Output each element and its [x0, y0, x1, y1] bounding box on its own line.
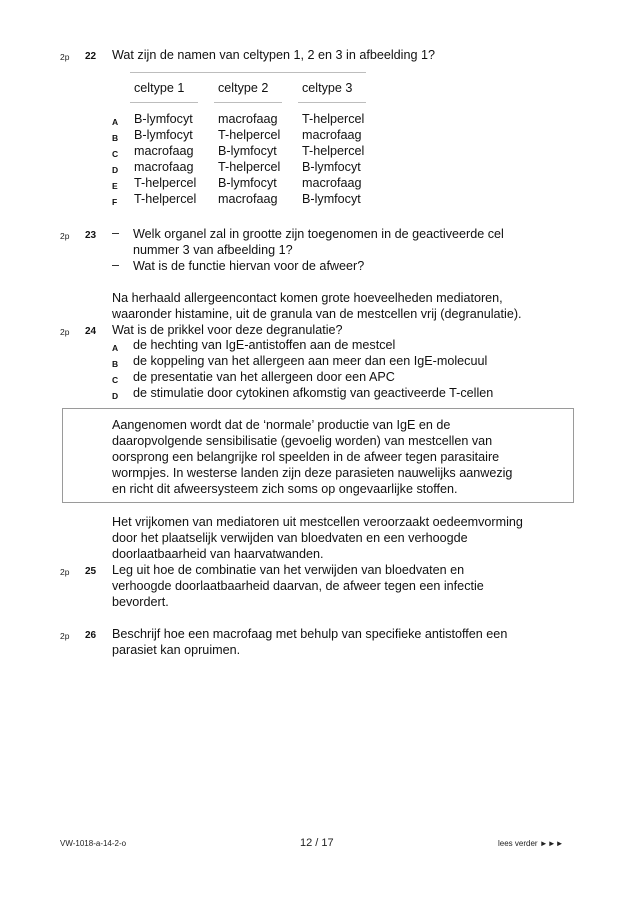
footer-exam-code: VW-1018-a-14-2-o: [60, 839, 127, 848]
intro-25-line-2: door het plaatselijk verwijden van bloedvaten en een verhoogde: [112, 531, 468, 545]
intro-25-line-3: doorlaatbaarheid van haarvatwanden.: [112, 547, 324, 561]
table-cell: B-lymfocyt: [302, 192, 361, 206]
question-number-22: 22: [85, 51, 97, 62]
question-number-23: 23: [85, 230, 97, 241]
intro-24-line-2: waaronder histamine, uit de granula van de mestcellen vrij (degranulatie).: [112, 307, 522, 321]
question-25-line-1: Leg uit hoe de combinatie van het verwijden van bloedvaten en: [112, 563, 465, 577]
option-letter-c: C: [112, 375, 119, 385]
bullet-dash: –: [112, 258, 120, 272]
table-cell: T-helpercel: [218, 128, 281, 142]
table-cell: T-helpercel: [302, 112, 365, 126]
intro-24-line-1: Na herhaald allergeencontact komen grote hoeveelheden mediatoren,: [112, 291, 503, 305]
table-header-celtype-3: celtype 3: [302, 81, 353, 95]
question-25-line-2: verhoogde doorlaatbaarheid daarvan, de afweer tegen een infectie: [112, 579, 484, 593]
table-header-celtype-2: celtype 2: [218, 81, 269, 95]
question-number-24: 24: [85, 326, 97, 337]
bullet-dash: –: [112, 226, 120, 240]
question-25-line-3: bevordert.: [112, 595, 169, 609]
option-letter-b: B: [112, 133, 119, 143]
table-cell: T-helpercel: [134, 192, 197, 206]
option-letter-a: A: [112, 117, 119, 127]
table-cell: macrofaag: [218, 192, 278, 206]
question-26-line-2: parasiet kan opruimen.: [112, 643, 241, 657]
option-letter-b: B: [112, 359, 119, 369]
question-22-text: Wat zijn de namen van celtypen 1, 2 en 3 in afbeelding 1?: [112, 48, 435, 62]
question-number-25: 25: [85, 566, 97, 577]
info-box-line-3: oorsprong een belangrijke rol speelden in de afweer tegen parasitaire: [112, 450, 500, 464]
option-letter-d: D: [112, 391, 119, 401]
points-26: 2p: [60, 631, 70, 641]
question-number-26: 26: [85, 630, 97, 641]
option-b-text: de koppeling van het allergeen aan meer dan een IgE-molecuul: [133, 354, 488, 368]
table-cell: macrofaag: [218, 112, 278, 126]
points-22: 2p: [60, 52, 70, 62]
table-cell: B-lymfocyt: [218, 176, 277, 190]
table-cell: macrofaag: [134, 160, 194, 174]
info-box-line-2: daaropvolgende sensibilisatie (gevoelig worden) van mestcellen van: [112, 434, 493, 448]
table-header-rule-2: [214, 102, 282, 103]
option-c-text: de presentatie van het allergeen door een APC: [133, 370, 395, 384]
table-header-celtype-1: celtype 1: [134, 81, 185, 95]
question-26-line-1: Beschrijf hoe een macrofaag met behulp van specifieke antistoffen een: [112, 627, 508, 641]
points-23: 2p: [60, 231, 70, 241]
table-cell: macrofaag: [134, 144, 194, 158]
question-23-line-3: Wat is de functie hiervan voor de afweer?: [133, 259, 365, 273]
points-24: 2p: [60, 327, 70, 337]
option-letter-f: F: [112, 197, 118, 207]
option-letter-e: E: [112, 181, 118, 191]
table-cell: T-helpercel: [218, 160, 281, 174]
info-box-line-5: en richt dit afweersysteem zich soms op ongevaarlijke stoffen.: [112, 482, 458, 496]
footer-continue-label: lees verder ►►►: [498, 839, 564, 848]
table-cell: T-helpercel: [134, 176, 197, 190]
points-25: 2p: [60, 567, 70, 577]
table-top-rule: [130, 72, 366, 73]
table-cell: T-helpercel: [302, 144, 365, 158]
question-24-text: Wat is de prikkel voor deze degranulatie?: [112, 323, 343, 337]
option-letter-a: A: [112, 343, 119, 353]
info-box-line-1: Aangenomen wordt dat de ‘normale’ productie van IgE en de: [112, 418, 451, 432]
table-cell: macrofaag: [302, 128, 362, 142]
table-cell: B-lymfocyt: [302, 160, 361, 174]
question-23-line-2: nummer 3 van afbeelding 1?: [133, 243, 293, 257]
intro-25-line-1: Het vrijkomen van mediatoren uit mestcellen veroorzaakt oedeemvorming: [112, 515, 523, 529]
table-cell: macrofaag: [302, 176, 362, 190]
option-d-text: de stimulatie door cytokinen afkomstig van geactiveerde T-cellen: [133, 386, 494, 400]
table-header-rule-3: [298, 102, 366, 103]
table-cell: B-lymfocyt: [134, 112, 193, 126]
table-cell: B-lymfocyt: [134, 128, 193, 142]
info-box-line-4: wormpjes. In westerse landen zijn deze parasieten nauwelijks aanwezig: [112, 466, 513, 480]
footer-page-number: 12 / 17: [300, 837, 334, 849]
option-a-text: de hechting van IgE-antistoffen aan de mestcel: [133, 338, 396, 352]
option-letter-c: C: [112, 149, 119, 159]
option-letter-d: D: [112, 165, 119, 175]
table-cell: B-lymfocyt: [218, 144, 277, 158]
table-header-rule-1: [130, 102, 198, 103]
question-23-line-1: Welk organel zal in grootte zijn toegenomen in de geactiveerde cel: [133, 227, 504, 241]
